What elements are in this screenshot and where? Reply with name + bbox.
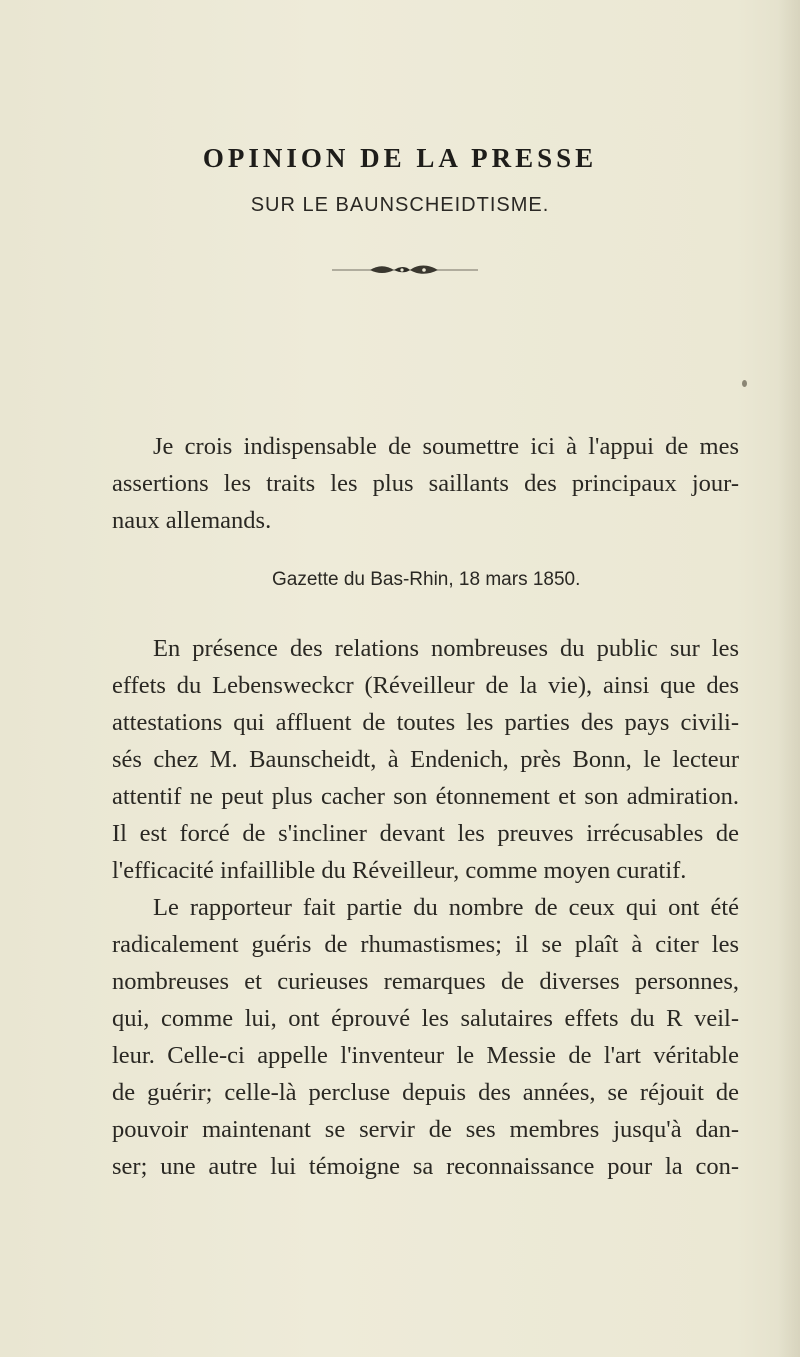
text-line: Le rapporteur fait partie du nombre de ceux qui ont été xyxy=(153,894,739,921)
ink-speck xyxy=(742,380,747,387)
page-subtitle: SUR LE BAUNSCHEIDTISME. xyxy=(250,194,550,216)
page-title: OPINION DE LA PRESSE xyxy=(202,143,598,173)
text-line: nombreuses et curieuses remarques de diverses personnes, xyxy=(112,968,739,995)
text-line: naux allemands. xyxy=(112,507,272,534)
text-line: radicalement guéris de rhumastismes; il se plaît à citer les xyxy=(112,931,739,958)
text-line: En présence des relations nombreuses du public sur les xyxy=(153,635,739,662)
text-line: sés chez M. Baunscheidt, à Endenich, près Bonn, le lecteur xyxy=(112,746,739,773)
text-line: qui, comme lui, ont éprouvé les salutaires effets du R veil- xyxy=(112,1005,739,1032)
text-line: effets du Lebensweckcr (Réveilleur de la vie), ainsi que des xyxy=(112,672,739,699)
text-line: Il est forcé de s'incliner devant les preuves irrécusables de xyxy=(112,820,739,847)
text-line: de guérir; celle-là percluse depuis des années, se réjouit de xyxy=(112,1079,739,1106)
decorative-flourish-icon xyxy=(330,262,480,276)
text-line: pouvoir maintenant se servir de ses membres jusqu'à dan- xyxy=(112,1116,739,1143)
text-line: Je crois indispensable de soumettre ici à l'appui de mes xyxy=(153,433,739,460)
text-line: assertions les traits les plus saillants des principaux jour- xyxy=(112,470,739,497)
text-line: leur. Celle-ci appelle l'inventeur le Messie de l'art véritable xyxy=(112,1042,739,1069)
text-line: attentif ne peut plus cacher son étonnement et son admiration. xyxy=(112,783,739,810)
text-line: ser; une autre lui témoigne sa reconnaissance pour la con- xyxy=(112,1153,739,1180)
text-line: l'efficacité infaillible du Réveilleur, comme moyen curatif. xyxy=(112,857,687,884)
source-citation-text: Gazette du Bas-Rhin, 18 mars 1850. xyxy=(272,569,581,590)
text-line: attestations qui affluent de toutes les parties des pays civili- xyxy=(112,709,739,736)
